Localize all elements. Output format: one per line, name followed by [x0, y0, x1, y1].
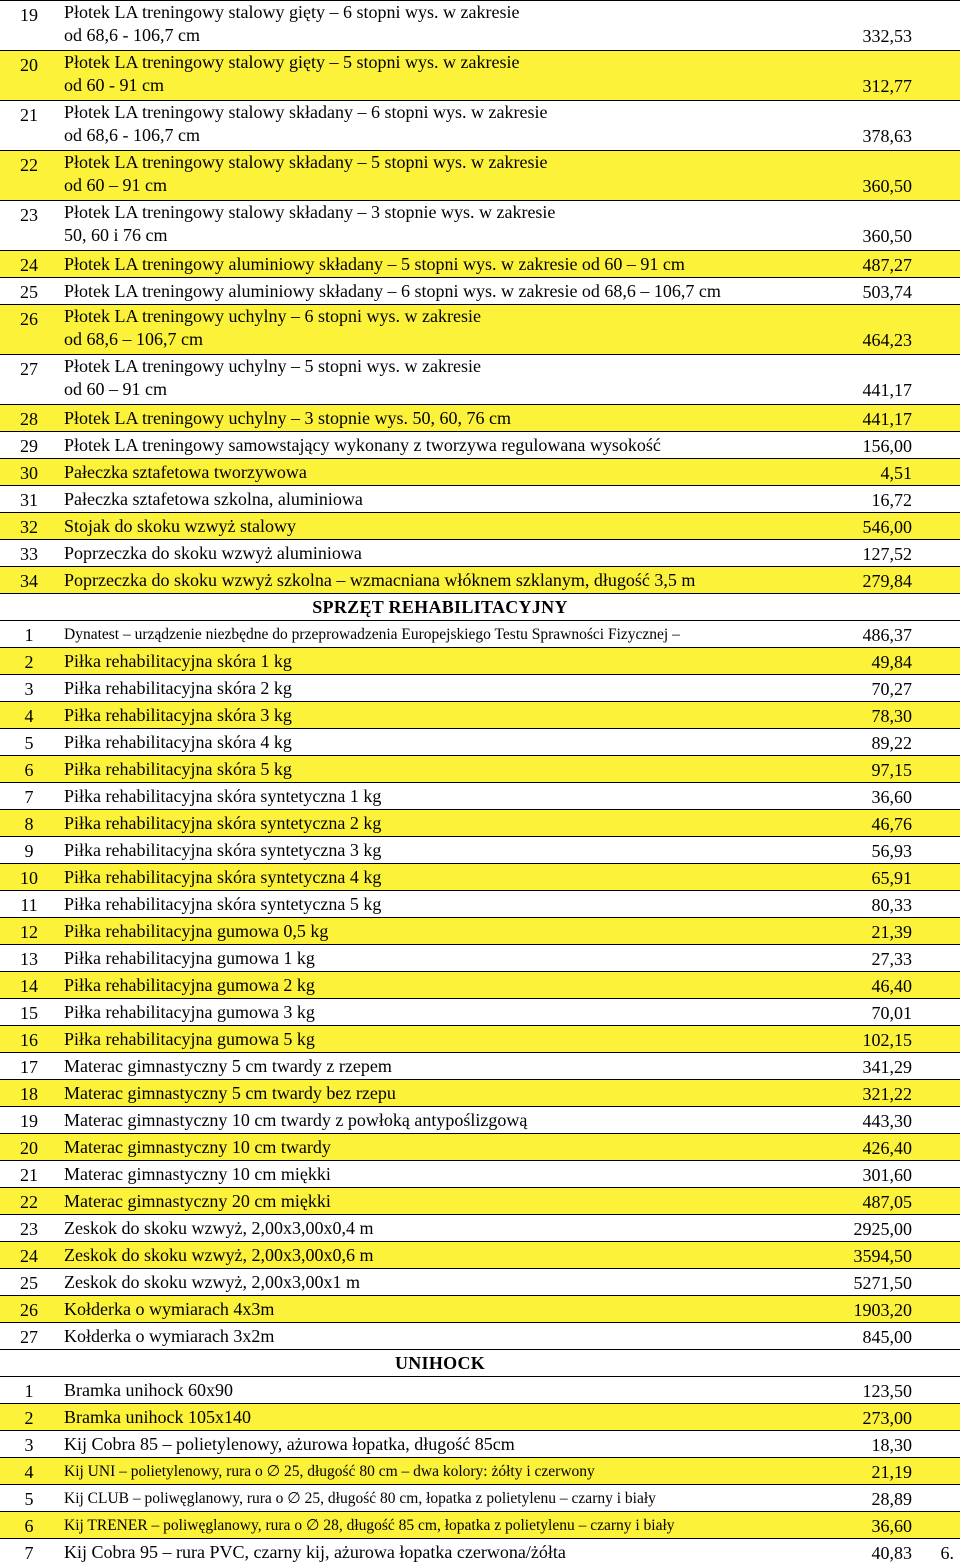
- page-marker: 6.: [940, 1543, 954, 1563]
- table-row: [0, 200, 960, 250]
- table-row: [0, 277, 960, 304]
- item-price: 80,33: [871, 895, 912, 915]
- description-line: Kij UNI – polietylenowy, rura o ∅ 25, długość 80 cm – dwa kolory: żółty i czerwony: [64, 1463, 595, 1480]
- item-price: 312,77: [862, 76, 912, 96]
- description-line: Materac gimnastyczny 20 cm miękki: [64, 1191, 331, 1211]
- description-line: Bramka unihock 60x90: [64, 1380, 233, 1400]
- item-number: 4: [24, 1462, 34, 1482]
- description-line: Płotek LA treningowy stalowy składany – 5 stopni wys. w zakresie: [64, 152, 548, 172]
- item-number: 28: [20, 409, 38, 429]
- table-row: [0, 1484, 960, 1511]
- item-number: 27: [20, 1327, 38, 1347]
- item-number: 22: [20, 155, 38, 175]
- item-description: [64, 542, 820, 565]
- item-number: 7: [24, 787, 34, 807]
- item-description: [64, 305, 820, 351]
- table-row: [0, 863, 960, 890]
- description-line: Kołderka o wymiarach 3x2m: [64, 1326, 275, 1346]
- table-row: [0, 485, 960, 512]
- table-row: [0, 539, 960, 566]
- item-description: [64, 515, 820, 538]
- item-description: [64, 407, 820, 430]
- item-description: [64, 920, 820, 943]
- description-line: Piłka rehabilitacyjna gumowa 3 kg: [64, 1002, 315, 1022]
- description-line: od 60 – 91 cm: [64, 379, 167, 399]
- table-row: [0, 150, 960, 200]
- item-description: [64, 201, 820, 247]
- description-line: Piłka rehabilitacyjna skóra syntetyczna 4 kg: [64, 867, 382, 887]
- item-description: [64, 677, 820, 700]
- table-row: [0, 1295, 960, 1322]
- item-number: 9: [24, 841, 34, 861]
- description-line: Piłka rehabilitacyjna gumowa 5 kg: [64, 1029, 315, 1049]
- item-price: 156,00: [862, 436, 912, 456]
- table-row: [0, 1457, 960, 1484]
- item-description: [64, 488, 820, 511]
- table-row: [0, 1241, 960, 1268]
- item-description: [64, 1055, 820, 1078]
- item-price: 21,19: [871, 1462, 912, 1482]
- item-number: 3: [24, 679, 34, 699]
- item-description: [64, 1487, 820, 1510]
- item-description: [64, 1136, 820, 1159]
- description-line: Pałeczka sztafetowa szkolna, aluminiowa: [64, 489, 363, 509]
- item-number: 17: [20, 1057, 38, 1077]
- item-number: 1: [24, 625, 34, 645]
- item-price: 1903,20: [853, 1300, 912, 1320]
- description-line: Materac gimnastyczny 5 cm twardy bez rzepu: [64, 1083, 396, 1103]
- item-description: [64, 866, 820, 889]
- description-line: Płotek LA treningowy stalowy składany – 3 stopnie wys. w zakresie: [64, 202, 556, 222]
- description-line: 50, 60 i 76 cm: [64, 225, 168, 245]
- item-description: [64, 1109, 820, 1132]
- item-price: 546,00: [862, 517, 912, 537]
- item-price: 46,40: [871, 976, 912, 996]
- item-number: 6: [24, 1516, 34, 1536]
- item-description: [64, 1, 820, 47]
- description-line: Płotek LA treningowy stalowy gięty – 6 stopni wys. w zakresie: [64, 2, 520, 22]
- table-row: [0, 354, 960, 404]
- description-line: Piłka rehabilitacyjna skóra syntetyczna 3 kg: [64, 840, 382, 860]
- description-line: od 68,6 - 106,7 cm: [64, 125, 200, 145]
- item-description: [64, 650, 820, 673]
- item-number: 1: [24, 1381, 34, 1401]
- item-description: [64, 1163, 820, 1186]
- table-row: [0, 1052, 960, 1079]
- item-price: 16,72: [871, 490, 912, 510]
- item-number: 10: [20, 868, 38, 888]
- table-row: [0, 674, 960, 701]
- item-description: [64, 812, 820, 835]
- table-row: [0, 431, 960, 458]
- item-description: [64, 1082, 820, 1105]
- table-row: [0, 728, 960, 755]
- item-description: [64, 101, 820, 147]
- table-row: [0, 755, 960, 782]
- item-description: [64, 623, 820, 646]
- item-number: 2: [24, 652, 34, 672]
- item-description: [64, 704, 820, 727]
- table-row: [0, 944, 960, 971]
- table-row: [0, 917, 960, 944]
- item-description: [64, 280, 820, 303]
- item-price: 36,60: [871, 787, 912, 807]
- description-line: Zeskok do skoku wzwyż, 2,00x3,00x0,4 m: [64, 1218, 374, 1238]
- item-description: [64, 1028, 820, 1051]
- item-price: 486,37: [862, 625, 912, 645]
- item-price: 123,50: [862, 1381, 912, 1401]
- item-description: [64, 569, 820, 592]
- item-price: 21,39: [871, 922, 912, 942]
- description-line: Piłka rehabilitacyjna skóra 5 kg: [64, 759, 292, 779]
- description-line: Zeskok do skoku wzwyż, 2,00x3,00x1 m: [64, 1272, 360, 1292]
- item-price: 28,89: [871, 1489, 912, 1509]
- description-line: Piłka rehabilitacyjna skóra 4 kg: [64, 732, 292, 752]
- table-row: [0, 512, 960, 539]
- table-row: [0, 250, 960, 277]
- item-number: 25: [20, 1273, 38, 1293]
- item-price: 279,84: [862, 571, 912, 591]
- item-number: 27: [20, 359, 38, 379]
- table-row: [0, 1322, 960, 1349]
- item-number: 19: [20, 5, 38, 25]
- description-line: Poprzeczka do skoku wzwyż szkolna – wzmacniana włóknem szklanym, długość 3,5 m: [64, 570, 696, 590]
- item-description: [64, 731, 820, 754]
- table-row: [0, 998, 960, 1025]
- item-description: [64, 1271, 820, 1294]
- table-row: [0, 1376, 960, 1403]
- table-row: [0, 458, 960, 485]
- table-row: [0, 1538, 960, 1565]
- item-description: [64, 1541, 820, 1564]
- description-line: Dynatest – urządzenie niezbędne do przeprowadzenia Europejskiego Testu Sprawności Fizycznej –: [64, 626, 680, 643]
- item-price: 332,53: [862, 26, 912, 46]
- description-line: Piłka rehabilitacyjna skóra syntetyczna 2 kg: [64, 813, 382, 833]
- item-number: 23: [20, 1219, 38, 1239]
- item-price: 487,27: [862, 255, 912, 275]
- section-rehabilitation: [0, 593, 960, 620]
- item-number: 20: [20, 1138, 38, 1158]
- item-price: 441,17: [862, 380, 912, 400]
- item-number: 12: [20, 922, 38, 942]
- item-number: 34: [20, 571, 38, 591]
- item-number: 5: [24, 733, 34, 753]
- description-line: Piłka rehabilitacyjna skóra 1 kg: [64, 651, 292, 671]
- item-price: 46,76: [871, 814, 912, 834]
- item-price: 65,91: [871, 868, 912, 888]
- table-row: [0, 809, 960, 836]
- item-description: [64, 1298, 820, 1321]
- table-row: [0, 566, 960, 593]
- table-row: [0, 1430, 960, 1457]
- item-price: 4,51: [880, 463, 912, 483]
- table-row: [0, 836, 960, 863]
- description-line: Materac gimnastyczny 10 cm miękki: [64, 1164, 331, 1184]
- item-price: 341,29: [862, 1057, 912, 1077]
- table-row: [0, 1268, 960, 1295]
- table-row: [0, 1025, 960, 1052]
- description-line: od 60 – 91 cm: [64, 175, 167, 195]
- table-row: [0, 1160, 960, 1187]
- description-line: Kij Cobra 95 – rura PVC, czarny kij, ażurowa łopatka czerwona/żółta: [64, 1542, 566, 1562]
- item-price: 36,60: [871, 1516, 912, 1536]
- description-line: Płotek LA treningowy uchylny – 6 stopni wys. w zakresie: [64, 306, 481, 326]
- item-description: [64, 1217, 820, 1240]
- item-price: 321,22: [862, 1084, 912, 1104]
- item-description: [64, 1514, 820, 1537]
- item-number: 33: [20, 544, 38, 564]
- item-number: 18: [20, 1084, 38, 1104]
- item-number: 25: [20, 282, 38, 302]
- description-line: Kij Cobra 85 – polietylenowy, ażurowa łopatka, długość 85cm: [64, 1434, 515, 1454]
- item-number: 29: [20, 436, 38, 456]
- item-description: [64, 1379, 820, 1402]
- table-row: [0, 1106, 960, 1133]
- item-description: [64, 1001, 820, 1024]
- item-price: 845,00: [862, 1327, 912, 1347]
- item-description: [64, 253, 820, 276]
- item-number: 23: [20, 205, 38, 225]
- description-line: Płotek LA treningowy uchylny – 3 stopnie wys. 50, 60, 76 cm: [64, 408, 511, 428]
- item-description: [64, 947, 820, 970]
- description-line: od 68,6 - 106,7 cm: [64, 25, 200, 45]
- description-line: Kij CLUB – poliwęglanowy, rura o ∅ 25, długość 80 cm, łopatka z polietylenu – czarny i biały: [64, 1490, 656, 1507]
- description-line: Piłka rehabilitacyjna skóra 3 kg: [64, 705, 292, 725]
- item-price: 441,17: [862, 409, 912, 429]
- section-title: SPRZĘT REHABILITACYJNY: [312, 597, 568, 617]
- item-price: 49,84: [871, 652, 912, 672]
- item-number: 15: [20, 1003, 38, 1023]
- item-number: 30: [20, 463, 38, 483]
- description-line: Płotek LA treningowy aluminiowy składany – 5 stopni wys. w zakresie od 60 – 91 cm: [64, 254, 685, 274]
- item-price: 18,30: [871, 1435, 912, 1455]
- description-line: Stojak do skoku wzwyż stalowy: [64, 516, 296, 536]
- item-description: [64, 974, 820, 997]
- item-description: [64, 1190, 820, 1213]
- item-number: 14: [20, 976, 38, 996]
- item-description: [64, 893, 820, 916]
- description-line: Piłka rehabilitacyjna gumowa 1 kg: [64, 948, 315, 968]
- item-price: 3594,50: [853, 1246, 912, 1266]
- description-line: Poprzeczka do skoku wzwyż aluminiowa: [64, 543, 362, 563]
- item-description: [64, 758, 820, 781]
- table-row: [0, 1403, 960, 1430]
- item-price: 360,50: [862, 176, 912, 196]
- table-row: [0, 620, 960, 647]
- table-row: [0, 1079, 960, 1106]
- item-number: 32: [20, 517, 38, 537]
- item-number: 11: [20, 895, 38, 915]
- item-number: 5: [24, 1489, 34, 1509]
- item-price: 70,27: [871, 679, 912, 699]
- item-description: [64, 1406, 820, 1429]
- item-price: 2925,00: [853, 1219, 912, 1239]
- item-price: 464,23: [862, 330, 912, 350]
- item-price: 503,74: [862, 282, 912, 302]
- description-line: Piłka rehabilitacyjna skóra 2 kg: [64, 678, 292, 698]
- item-price: 127,52: [862, 544, 912, 564]
- description-line: Materac gimnastyczny 10 cm twardy z powłoką antypoślizgową: [64, 1110, 528, 1130]
- item-number: 26: [20, 1300, 38, 1320]
- item-price: 27,33: [871, 949, 912, 969]
- description-line: Piłka rehabilitacyjna skóra syntetyczna 5 kg: [64, 894, 382, 914]
- table-row: [0, 1214, 960, 1241]
- item-number: 3: [24, 1435, 34, 1455]
- item-number: 21: [20, 105, 38, 125]
- item-price: 487,05: [862, 1192, 912, 1212]
- table-row: [0, 782, 960, 809]
- item-price: 40,83: [871, 1543, 912, 1563]
- item-description: [64, 461, 820, 484]
- item-description: [64, 1460, 820, 1483]
- item-description: [64, 434, 820, 457]
- table-row: [0, 304, 960, 354]
- description-line: od 68,6 – 106,7 cm: [64, 329, 203, 349]
- table-row: [0, 1511, 960, 1538]
- item-price: 5271,50: [853, 1273, 912, 1293]
- table-row: [0, 1133, 960, 1160]
- item-number: 4: [24, 706, 34, 726]
- table-row: [0, 971, 960, 998]
- description-line: Kołderka o wymiarach 4x3m: [64, 1299, 275, 1319]
- item-price: 97,15: [871, 760, 912, 780]
- item-price: 360,50: [862, 226, 912, 246]
- item-number: 16: [20, 1030, 38, 1050]
- section-unihock: [0, 1349, 960, 1376]
- item-price: 78,30: [871, 706, 912, 726]
- description-line: Piłka rehabilitacyjna gumowa 0,5 kg: [64, 921, 329, 941]
- item-description: [64, 151, 820, 197]
- item-description: [64, 1433, 820, 1456]
- item-price: 89,22: [871, 733, 912, 753]
- item-description: [64, 1244, 820, 1267]
- item-price: 443,30: [862, 1111, 912, 1131]
- item-number: 24: [20, 1246, 38, 1266]
- description-line: Płotek LA treningowy stalowy gięty – 5 stopni wys. w zakresie: [64, 52, 520, 72]
- description-line: Materac gimnastyczny 5 cm twardy z rzepem: [64, 1056, 392, 1076]
- item-number: 6: [24, 760, 34, 780]
- item-number: 13: [20, 949, 38, 969]
- description-line: Płotek LA treningowy stalowy składany – 6 stopni wys. w zakresie: [64, 102, 548, 122]
- item-price: 301,60: [862, 1165, 912, 1185]
- item-price: 378,63: [862, 126, 912, 146]
- item-description: [64, 839, 820, 862]
- item-price: 70,01: [871, 1003, 912, 1023]
- description-line: Płotek LA treningowy uchylny – 5 stopni wys. w zakresie: [64, 356, 481, 376]
- item-number: 24: [20, 255, 38, 275]
- item-number: 22: [20, 1192, 38, 1212]
- table-row: [0, 0, 960, 50]
- item-number: 21: [20, 1165, 38, 1185]
- item-description: [64, 51, 820, 97]
- item-number: 19: [20, 1111, 38, 1131]
- item-number: 8: [24, 814, 34, 834]
- item-price: 273,00: [862, 1408, 912, 1428]
- item-number: 20: [20, 55, 38, 75]
- item-number: 2: [24, 1408, 34, 1428]
- table-row: [0, 890, 960, 917]
- item-number: 7: [24, 1543, 34, 1563]
- description-line: Płotek LA treningowy samowstający wykonany z tworzywa regulowana wysokość: [64, 435, 661, 455]
- table-row: [0, 1187, 960, 1214]
- item-price: 426,40: [862, 1138, 912, 1158]
- item-price: 102,15: [862, 1030, 912, 1050]
- item-price: 56,93: [871, 841, 912, 861]
- description-line: od 60 - 91 cm: [64, 75, 164, 95]
- description-line: Płotek LA treningowy aluminiowy składany – 6 stopni wys. w zakresie od 68,6 – 106,7 cm: [64, 281, 721, 301]
- description-line: Piłka rehabilitacyjna gumowa 2 kg: [64, 975, 315, 995]
- item-description: [64, 355, 820, 401]
- item-description: [64, 1325, 820, 1348]
- table-row: [0, 647, 960, 674]
- table-row: [0, 701, 960, 728]
- description-line: Piłka rehabilitacyjna skóra syntetyczna 1 kg: [64, 786, 382, 806]
- description-line: Bramka unihock 105x140: [64, 1407, 251, 1427]
- item-description: [64, 785, 820, 808]
- description-line: Pałeczka sztafetowa tworzywowa: [64, 462, 307, 482]
- table-row: [0, 404, 960, 431]
- table-row: [0, 100, 960, 150]
- item-number: 31: [20, 490, 38, 510]
- item-number: 26: [20, 309, 38, 329]
- description-line: Materac gimnastyczny 10 cm twardy: [64, 1137, 331, 1157]
- description-line: Zeskok do skoku wzwyż, 2,00x3,00x0,6 m: [64, 1245, 374, 1265]
- table-row: [0, 50, 960, 100]
- description-line: Kij TRENER – poliwęglanowy, rura o ∅ 28, długość 85 cm, łopatka z polietylenu – czarny i biały: [64, 1517, 675, 1534]
- section-title: UNIHOCK: [394, 1353, 486, 1373]
